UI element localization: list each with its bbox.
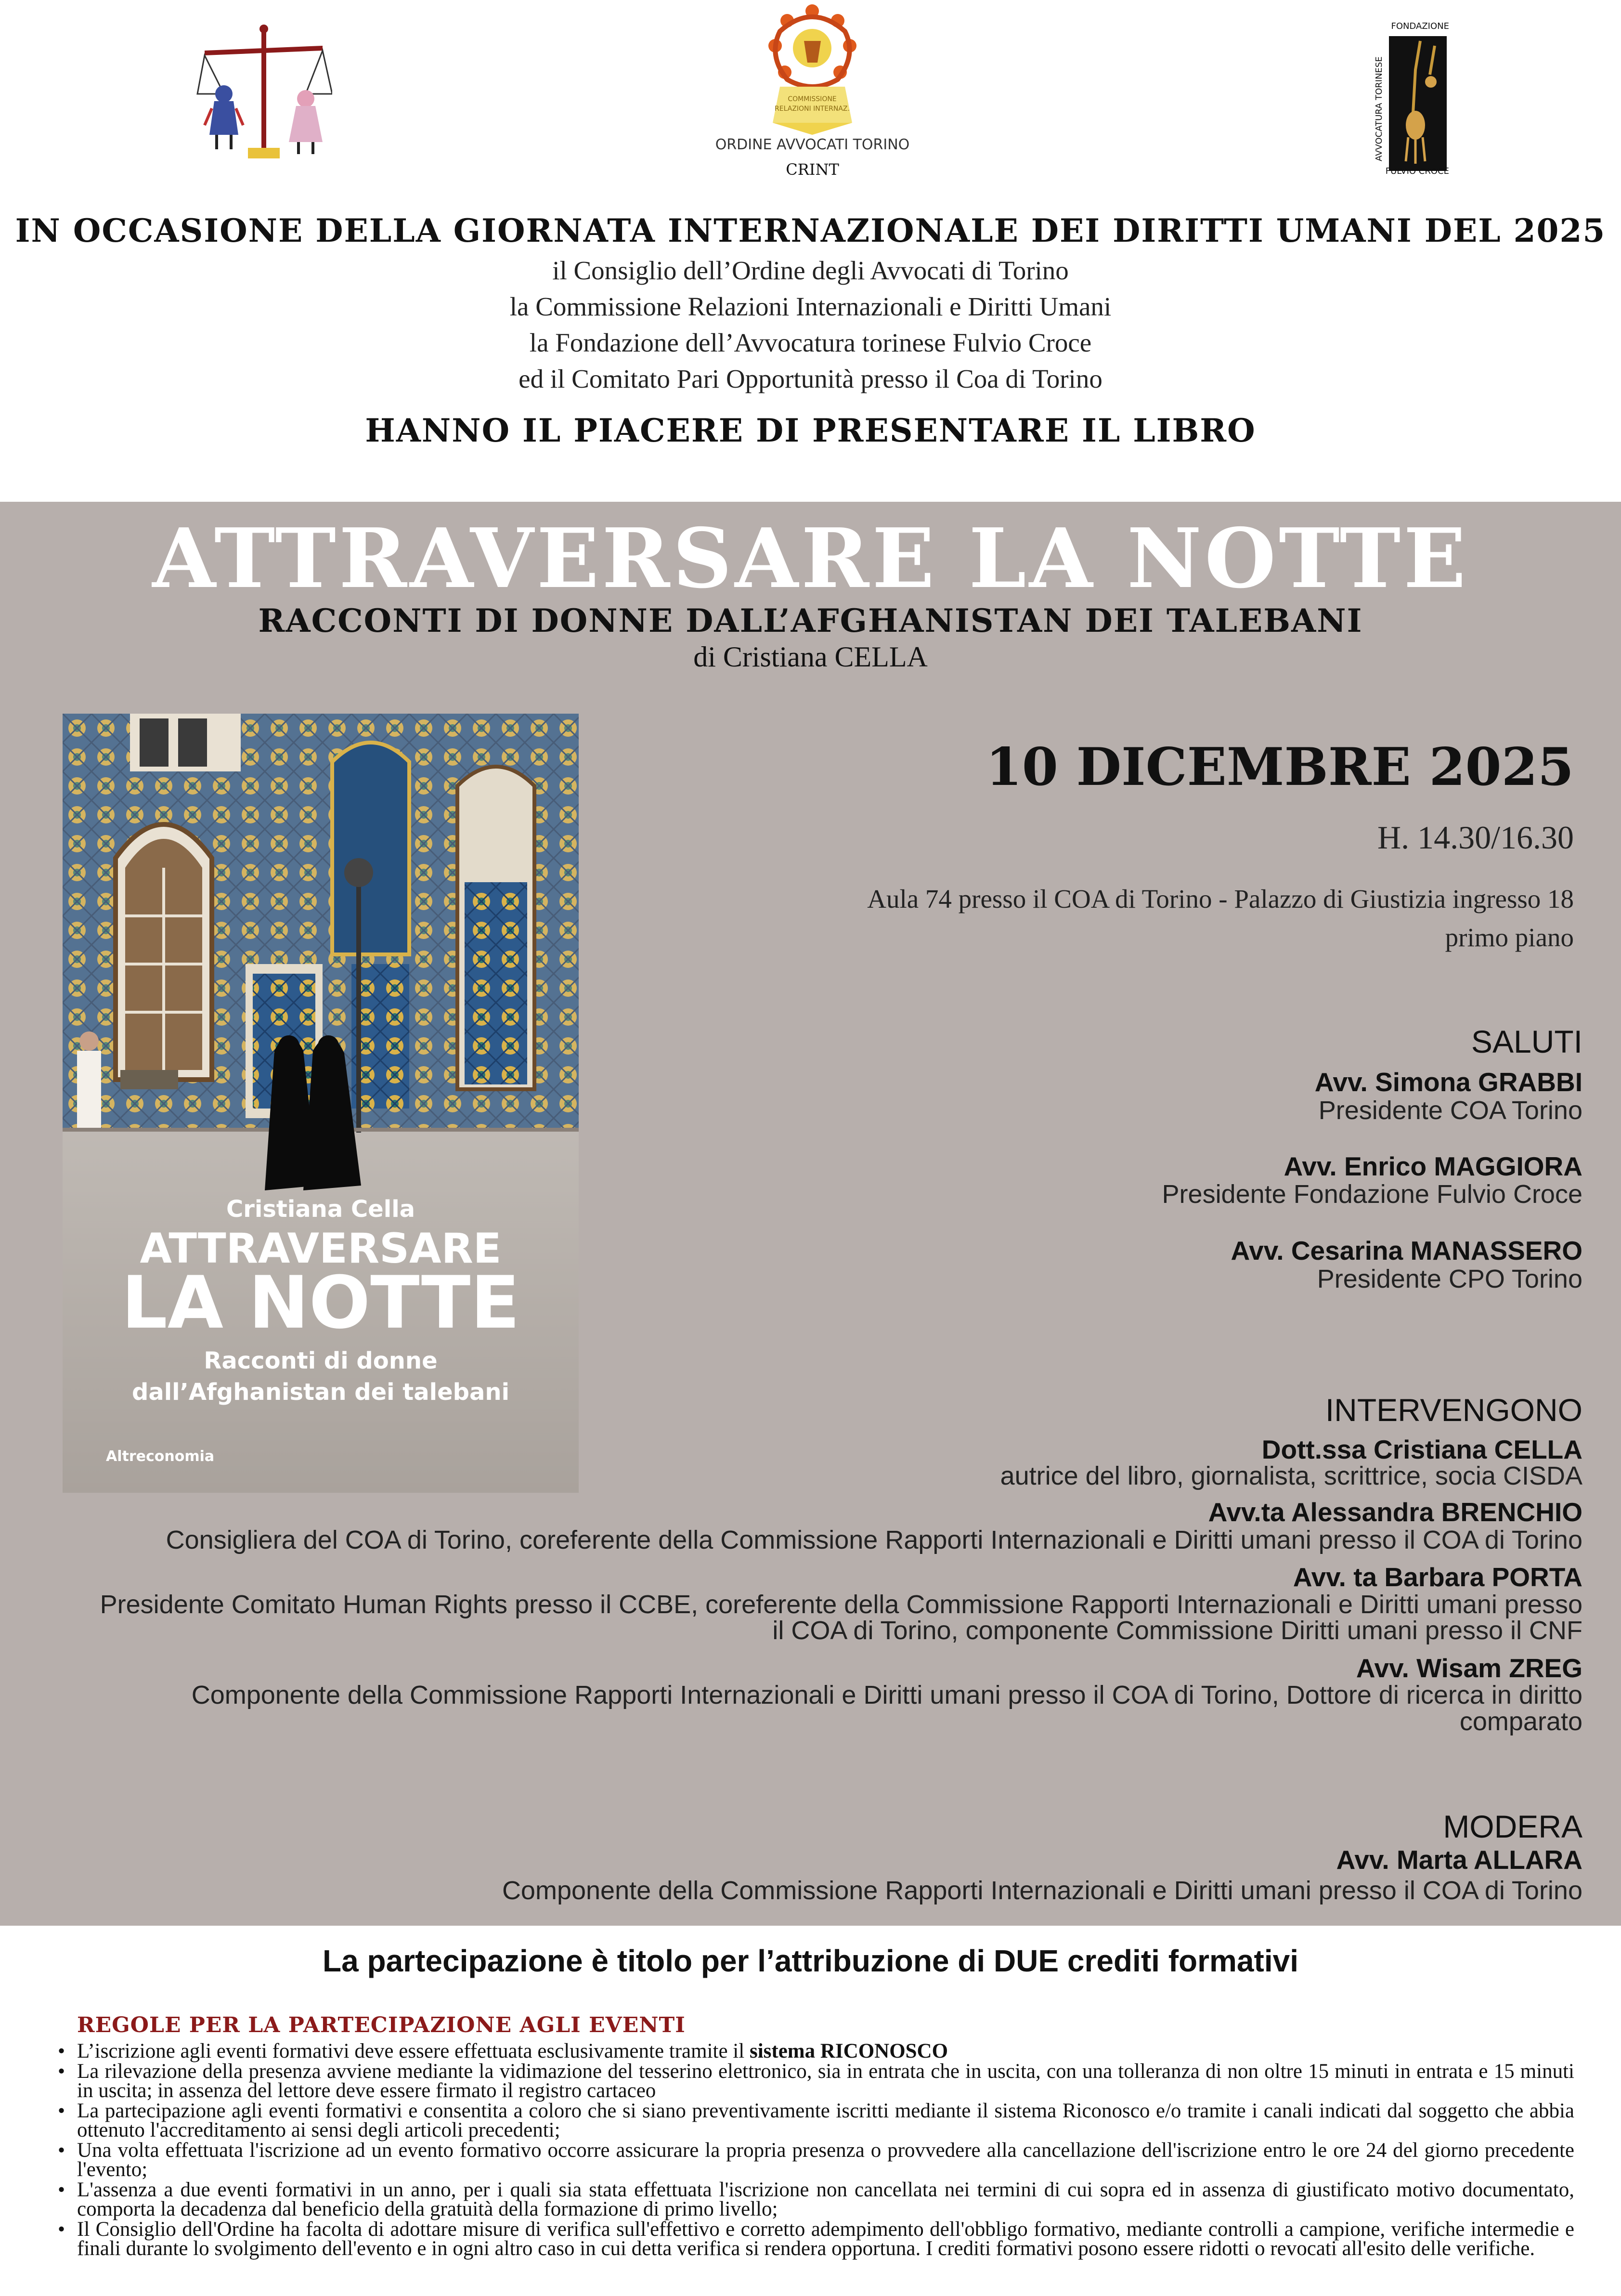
rules-heading: REGOLE PER LA PARTECIPAZIONE AGLI EVENTI	[77, 2013, 686, 2037]
organizer-line: ed il Comitato Pari Opportunità presso il Coa di Torino	[519, 364, 1102, 393]
logo-caption: ORDINE AVVOCATI TORINO	[715, 136, 910, 153]
speaker-role: Presidente Comitato Human Rights presso il CCBE, coreferente della Commissione Rapporti Internazionali e Diritti umani presso	[100, 1590, 1582, 1619]
speaker-name: Avv. Simona GRABBI	[1314, 1067, 1582, 1097]
logo-top-text: FONDAZIONE	[1391, 21, 1449, 31]
moderator-name: Avv. Marta ALLARA	[1336, 1845, 1582, 1875]
speaker-name: Avv. Cesarina MANASSERO	[1231, 1236, 1582, 1265]
speaker-name: Avv. Enrico MAGGIORA	[1284, 1151, 1582, 1181]
rule-item	[77, 2180, 1574, 2219]
event-venue-floor: primo piano	[1445, 923, 1574, 952]
rules-list	[58, 2042, 1574, 2259]
organizer-line: la Commissione Relazioni Internazionali e Diritti Umani	[509, 292, 1112, 321]
speaker-role: comparato	[1459, 1707, 1582, 1736]
organizer-line: la Fondazione dell’Avvocatura torinese Fulvio Croce	[529, 328, 1092, 357]
rule-bold-text: sistema RICONOSCO	[749, 2040, 948, 2062]
rule-text: La partecipazione agli eventi formativi e consentita a coloro che si siano preventivamente iscritti mediante il sistema Riconosco e/o tramite i canali indicati dal soggetto che abbia ottenuto l'accreditamento ai sensi degli articoli precedenti;	[77, 2100, 1574, 2141]
speaker-name: Avv. Wisam ZREG	[1356, 1653, 1582, 1683]
book-author: di Cristiana CELLA	[693, 641, 928, 673]
cover-publisher: Altreconomia	[106, 1448, 215, 1465]
rule-item	[77, 2062, 1574, 2100]
speaker-name: Dott.ssa Cristiana CELLA	[1261, 1435, 1582, 1464]
modera-heading: MODERA	[1443, 1809, 1582, 1844]
speaker-role: Presidente CPO Torino	[1317, 1265, 1582, 1293]
speaker-role: autrice del libro, giornalista, scrittrice, socia CISDA	[1000, 1461, 1582, 1490]
svg-text:RELAZIONI INTERNAZ.: RELAZIONI INTERNAZ.	[775, 105, 850, 113]
speaker-role: Presidente Fondazione Fulvio Croce	[1162, 1180, 1582, 1209]
rule-text: L’iscrizione agli eventi formativi deve essere effettuata esclusivamente tramite il	[77, 2040, 750, 2062]
cover-title-line2: LA NOTTE	[121, 1261, 520, 1345]
book-title: ATTRAVERSARE LA NOTTE	[152, 510, 1469, 607]
intervengono-heading: INTERVENGONO	[1325, 1392, 1582, 1428]
book-cover-image	[63, 714, 579, 1493]
rule-text: Una volta effettuata l'iscrizione ad un evento formativo occorre assicurare la propria presenza o provvedere alla cancellazione dell'iscrizione entro le ore 24 del giorno precedente l'evento;	[77, 2139, 1574, 2181]
cover-subtitle-line2: dall’Afghanistan dei talebani	[131, 1379, 510, 1406]
rule-item	[77, 2101, 1574, 2140]
speaker-name: Avv.ta Alessandra BRENCHIO	[1208, 1497, 1582, 1527]
moderator-role: Componente della Commissione Rapporti Internazionali e Diritti umani presso il COA di Torino	[502, 1876, 1582, 1905]
book-subtitle: RACCONTI DI DONNE DALL’AFGHANISTAN DEI TALEBANI	[258, 602, 1363, 639]
rule-item	[77, 2042, 1574, 2061]
occasion-heading: IN OCCASIONE DELLA GIORNATA INTERNAZIONALE DEI DIRITTI UMANI DEL 2025	[15, 212, 1606, 249]
crint-emblem-logo	[761, 2, 864, 135]
justice-scale-logo	[195, 22, 332, 161]
logo-vertical-text: AVVOCATURA TORINESE	[1374, 56, 1384, 161]
credits-notice: La partecipazione è titolo per l’attribuzione di DUE crediti formativi	[323, 1944, 1298, 1978]
speaker-name: Avv. ta Barbara PORTA	[1293, 1562, 1582, 1592]
rule-item	[77, 2141, 1574, 2179]
speaker-role: Presidente COA Torino	[1318, 1096, 1582, 1125]
speaker-role: Consigliera del COA di Torino, coreferente della Commissione Rapporti Internazionali e Diritti umani presso il COA di Torino	[166, 1526, 1582, 1554]
rule-text: La rilevazione della presenza avviene mediante la vidimazione del tesserino elettronico, sia in entrata che in uscita, con una tolleranza di non oltre 15 minuti in entrata e 15 minuti in uscita; in assenza del lettore deve essere firmato il registro cartaceo	[77, 2060, 1574, 2102]
cover-title-line1: ATTRAVERSARE	[140, 1225, 502, 1273]
svg-text:COMMISSIONE: COMMISSIONE	[788, 95, 837, 103]
event-venue: Aula 74 presso il COA di Torino - Palazzo di Giustizia ingresso 18	[867, 884, 1574, 913]
event-time: H. 14.30/16.30	[1377, 819, 1574, 856]
logo-bottom-text: FULVIO CROCE	[1385, 166, 1449, 176]
rule-text: L'assenza a due eventi formativi in un anno, per i quali sia stata effettuata l'iscrizione non cancellata nei termini di cui sopra ed in assenza di giustificato motivo documentato, comporta la decadenza dal beneficio della gratuità della formazione di primo livello;	[77, 2179, 1574, 2220]
fondazione-fulvio-croce-logo	[1367, 17, 1452, 176]
event-date: 10 DICEMBRE 2025	[986, 737, 1574, 797]
cover-subtitle-line1: Racconti di donne	[204, 1347, 438, 1374]
saluti-heading: SALUTI	[1471, 1024, 1582, 1059]
rule-item	[77, 2220, 1574, 2258]
speaker-role: il COA di Torino, componente Commissione Diritti umani presso il CNF	[772, 1616, 1582, 1645]
cover-author: Cristiana Cella	[226, 1196, 415, 1223]
speaker-role: Componente della Commissione Rapporti Internazionali e Diritti umani presso il COA di Torino, Dottore di ricerca in diritto	[191, 1681, 1582, 1709]
rule-text: Il Consiglio dell'Ordine ha facolta di adottare misure di verifica sull'effettivo e corretto adempimento dell'obbligo formativo, mediante controlli a campione, verifiche intermedie e finali durante lo svolgimento dell'evento e in ogni altro caso in cui detta verifica si rendera opportuna. I crediti formativi posono essere ridotti o revocati all'esito delle verifiche.	[77, 2218, 1574, 2260]
logo-subcaption: CRINT	[786, 160, 839, 179]
organizer-line: il Consiglio dell’Ordine degli Avvocati di Torino	[552, 256, 1069, 285]
present-heading: HANNO IL PIACERE DI PRESENTARE IL LIBRO	[365, 412, 1256, 449]
